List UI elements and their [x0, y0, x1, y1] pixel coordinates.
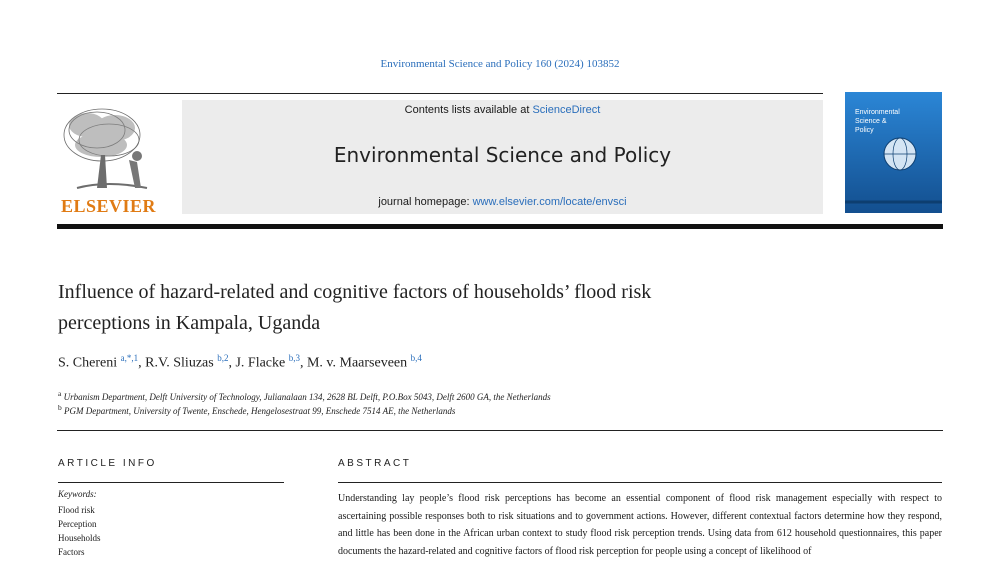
abstract-text: Understanding lay people’s flood risk perceptions has become an essential component of flood risk management especially with respect to ascertaining possible responses both to risk situations and to government actions. However, different contextual factors determine how they respond, and little has been done in the African urban context to study flood risk perception trends. Using data from 612 household questionnaires, this paper documents the hazard-related and cognitive factors of flood risk perception for people using a concept of likelihood of — [338, 493, 942, 557]
author-name[interactable]: J. Flacke — [235, 355, 286, 371]
keyword-item: Flood risk — [58, 505, 95, 515]
article-info-heading: ARTICLE INFO — [58, 458, 157, 469]
homepage-prefix: journal homepage: — [378, 196, 473, 208]
author-affiliation-mark[interactable]: a,*,1 — [120, 353, 139, 363]
affiliation-text: PGM Department, University of Twente, Enschede, Hengelosestraat 99, Enschede 7514 AE, the Netherlands — [61, 406, 456, 416]
keywords-label: Keywords: — [58, 489, 97, 499]
cover-title-line-3: Policy — [855, 127, 874, 134]
header-top-rule — [57, 93, 823, 94]
affiliation-divider — [57, 430, 943, 431]
author-separator: , — [228, 355, 236, 371]
contents-available-line — [182, 104, 823, 116]
abstract-heading: ABSTRACT — [338, 458, 412, 469]
keywords-list — [58, 503, 101, 559]
cover-title-line-2: Science & — [855, 118, 887, 125]
article-info-rule — [58, 482, 284, 483]
author-affiliation-mark[interactable]: b,4 — [410, 353, 422, 363]
author-list — [58, 353, 422, 372]
affiliation-a — [58, 389, 551, 402]
author-name[interactable]: S. Chereni — [58, 355, 118, 371]
affiliation-b — [58, 403, 455, 416]
elsevier-wordmark[interactable]: ELSEVIER — [60, 196, 157, 216]
author-affiliation-mark[interactable]: b,2 — [217, 353, 229, 363]
affiliation-mark: b — [58, 403, 62, 412]
affiliation-text: Urbanism Department, Delft University of Technology, Julianalaan 134, 2628 BL Delft, P.O.Box 5043, Delft 2600 GA, the Netherlands — [61, 392, 551, 402]
author-name[interactable]: M. v. Maarseveen — [306, 355, 408, 371]
journal-banner — [182, 100, 823, 214]
author-name[interactable]: R.V. Sliuzas — [145, 355, 214, 371]
sciencedirect-link[interactable]: ScienceDirect — [532, 104, 601, 116]
abstract-rule — [338, 482, 942, 483]
journal-name: Environmental Science and Policy — [333, 143, 672, 167]
header-bottom-rule — [57, 224, 943, 229]
keyword-item: Factors — [58, 547, 85, 557]
journal-homepage-link[interactable]: www.elsevier.com/locate/envsci — [472, 196, 627, 208]
journal-cover-thumbnail[interactable] — [845, 92, 942, 213]
article-title — [58, 277, 858, 339]
cover-title-line-1: Environmental — [855, 109, 900, 116]
article-title-line-1: Influence of hazard-related and cognitive factors of households’ flood risk — [58, 281, 652, 303]
keyword-item: Perception — [58, 519, 97, 529]
keyword-item: Households — [58, 533, 101, 543]
affiliation-mark: a — [58, 389, 62, 398]
article-title-line-2: perceptions in Kampala, Uganda — [58, 312, 321, 334]
author-separator: , — [299, 355, 307, 371]
contents-prefix: Contents lists available at — [404, 104, 533, 116]
author-affiliation-mark[interactable]: b,3 — [288, 353, 300, 363]
journal-citation[interactable]: Environmental Science and Policy 160 (2024) 103852 — [380, 58, 620, 70]
author-separator: , — [138, 355, 146, 371]
journal-homepage-line — [182, 196, 823, 208]
